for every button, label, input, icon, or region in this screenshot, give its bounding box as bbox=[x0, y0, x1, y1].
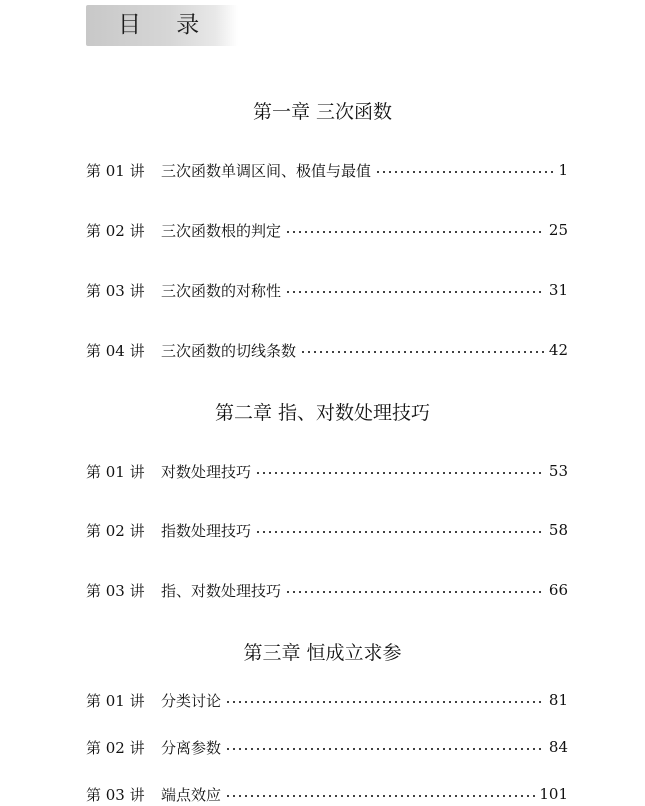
page-number: 84 bbox=[548, 738, 568, 756]
lecture-title: 三次函数单调区间、极值与最值 bbox=[161, 161, 372, 180]
lecture-number: 第 02 讲 bbox=[86, 521, 145, 540]
dot-leader bbox=[300, 338, 545, 362]
lecture-number: 第 04 讲 bbox=[86, 341, 145, 360]
dot-leader bbox=[255, 518, 545, 542]
page-number: 58 bbox=[548, 521, 568, 539]
lecture-number: 第 03 讲 bbox=[86, 581, 145, 600]
toc-entry[interactable] bbox=[86, 518, 568, 542]
chapter-1-heading: 第一章 三次函数 bbox=[252, 101, 393, 123]
lecture-number: 第 02 讲 bbox=[86, 221, 145, 240]
lecture-title: 三次函数的切线条数 bbox=[161, 341, 297, 360]
lecture-number: 第 03 讲 bbox=[86, 281, 145, 300]
toc-entry[interactable] bbox=[86, 338, 568, 362]
page-number: 66 bbox=[548, 581, 568, 599]
chapter-3-heading: 第三章 恒成立求参 bbox=[243, 642, 402, 664]
dot-leader bbox=[285, 578, 545, 602]
page-number: 25 bbox=[548, 221, 568, 239]
dot-leader bbox=[285, 278, 545, 302]
lecture-title: 分类讨论 bbox=[161, 691, 222, 710]
lecture-number: 第 01 讲 bbox=[86, 161, 145, 180]
lecture-title: 指数处理技巧 bbox=[161, 521, 252, 540]
dot-leader bbox=[225, 782, 535, 806]
lecture-title: 三次函数的对称性 bbox=[161, 281, 282, 300]
toc-entry[interactable] bbox=[86, 688, 568, 712]
dot-leader bbox=[375, 158, 554, 182]
toc-entry[interactable] bbox=[86, 278, 568, 302]
toc-entry[interactable] bbox=[86, 158, 568, 182]
page-number: 53 bbox=[548, 462, 568, 480]
lecture-title: 指、对数处理技巧 bbox=[161, 581, 282, 600]
chapter-2-heading: 第二章 指、对数处理技巧 bbox=[214, 402, 431, 424]
lecture-title: 分离参数 bbox=[161, 738, 222, 757]
page-number: 101 bbox=[539, 785, 568, 803]
lecture-number: 第 01 讲 bbox=[86, 691, 145, 710]
toc-title: 目 录 bbox=[118, 12, 214, 38]
lecture-title: 三次函数根的判定 bbox=[161, 221, 282, 240]
page-number: 31 bbox=[548, 281, 568, 299]
page-number: 1 bbox=[558, 161, 568, 179]
page-number: 81 bbox=[548, 691, 568, 709]
dot-leader bbox=[225, 688, 545, 712]
page-number: 42 bbox=[548, 341, 568, 359]
toc-entry[interactable] bbox=[86, 782, 568, 806]
lecture-title: 对数处理技巧 bbox=[161, 462, 252, 481]
lecture-number: 第 02 讲 bbox=[86, 738, 145, 757]
toc-entry[interactable] bbox=[86, 459, 568, 483]
dot-leader bbox=[255, 459, 545, 483]
toc-entry[interactable] bbox=[86, 578, 568, 602]
toc-entry[interactable] bbox=[86, 218, 568, 242]
dot-leader bbox=[225, 735, 545, 759]
toc-entry[interactable] bbox=[86, 735, 568, 759]
lecture-number: 第 03 讲 bbox=[86, 785, 145, 804]
lecture-number: 第 01 讲 bbox=[86, 462, 145, 481]
lecture-title: 端点效应 bbox=[161, 785, 222, 804]
dot-leader bbox=[285, 218, 545, 242]
